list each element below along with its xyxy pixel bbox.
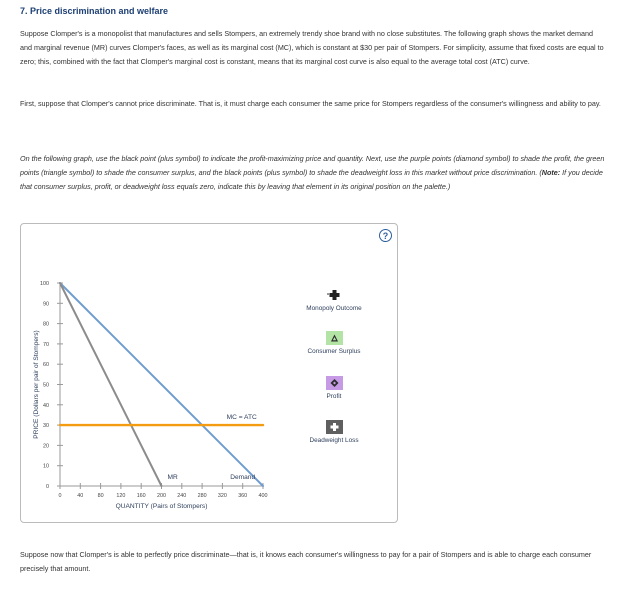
palette-label: Consumer Surplus	[307, 348, 361, 355]
x-axis-title: QUANTITY (Pairs of Stompers)	[115, 503, 208, 510]
y-tick-label: 20	[43, 443, 49, 450]
y-tick-label: 100	[40, 281, 49, 287]
palette-item-monopoly-outcome[interactable]	[289, 288, 379, 312]
perfect-discrimination-paragraph: Suppose now that Clomper's is able to perfectly price discriminate—that is, it knows each consumer's willingness to pay for a pair of Stompers and is able to charge each consumer precisely that amount.	[20, 550, 592, 574]
mc-atc-line-label: MC = ATC	[226, 414, 257, 422]
plus-point-icon[interactable]	[326, 288, 343, 302]
palette-item-deadweight-loss[interactable]	[289, 420, 379, 444]
intro-paragraph: Suppose Clomper's is a monopolist that manufactures and sells Stompers, an extremely trendy shoe brand with no close substitutes. The following graph shows the market demand and marginal revenue (MR) curves Clomper's faces, as well as its marginal cost (MC), which is constant at $30 per pair of Stompers. For simplicity, assume that fixed costs are equal to zero; this, combined with the fact that Clomper's marginal cost is constant, means that its marginal cost curve is also equal to the average total cost (ATC) curve.	[20, 29, 604, 67]
y-tick-label: 60	[43, 362, 49, 369]
x-tick-label: 320	[217, 493, 227, 499]
x-tick-label: 360	[238, 493, 248, 499]
palette-item-consumer-surplus[interactable]	[289, 331, 379, 355]
y-tick-label: 50	[43, 382, 49, 389]
y-tick-label: 0	[46, 484, 49, 490]
x-tick-label: 200	[157, 493, 166, 499]
help-button[interactable]: ?	[379, 229, 392, 242]
y-tick-label: 40	[43, 402, 49, 409]
x-tick-label: 160	[136, 493, 146, 499]
y-tick-label: 90	[43, 301, 49, 308]
y-tick-label: 80	[43, 321, 49, 328]
diamond-icon[interactable]	[326, 376, 343, 390]
note-text: If you decide that consumer surplus, profit, or deadweight loss equals zero, indicate this by leaving that element in its original position on the palette.)	[20, 168, 603, 192]
x-tick-label: 280	[197, 493, 207, 499]
palette-label: Profit	[326, 393, 342, 400]
palette-label: Monopoly Outcome	[306, 305, 362, 312]
y-tick-label: 70	[43, 341, 49, 348]
x-tick-label: 40	[77, 493, 84, 499]
y-axis-title: PRICE (Dollars per pair of Stompers)	[33, 330, 40, 439]
x-tick-label: 240	[177, 493, 187, 499]
instructions-paragraph	[20, 152, 605, 195]
question-heading: 7. Price discrimination and welfare	[20, 6, 169, 16]
palette-label: Deadweight Loss	[309, 437, 359, 444]
x-tick-label: 0	[58, 493, 62, 499]
mr-curve-label: MR	[167, 473, 178, 481]
palette-item-profit[interactable]	[289, 376, 379, 400]
no-discrimination-paragraph: First, suppose that Clomper's cannot price discriminate. That is, it must charge each consumer the same price for Stompers regardless of the consumer's willingness and ability to pay.	[20, 99, 601, 108]
instructions-text: On the following graph, use the black point (plus symbol) to indicate the profit-maximizing price and quantity. Next, use the purple points (diamond symbol) to shade the profit, the green points (triangle symbol) to shade the consumer surplus, and the black points (plus symbol) to shade the deadweight loss in this market without price discrimination. (	[20, 154, 605, 178]
y-tick-label: 30	[43, 423, 49, 430]
graph-panel	[20, 223, 398, 523]
plus-icon[interactable]	[326, 420, 343, 434]
x-tick-label: 80	[97, 493, 104, 499]
x-tick-label: 120	[116, 493, 126, 499]
note-label: Note:	[541, 168, 561, 178]
x-tick-label: 400	[258, 493, 268, 499]
triangle-icon[interactable]	[326, 331, 343, 345]
demand-curve-label: Demand	[230, 473, 256, 481]
y-tick-label: 10	[43, 463, 49, 470]
